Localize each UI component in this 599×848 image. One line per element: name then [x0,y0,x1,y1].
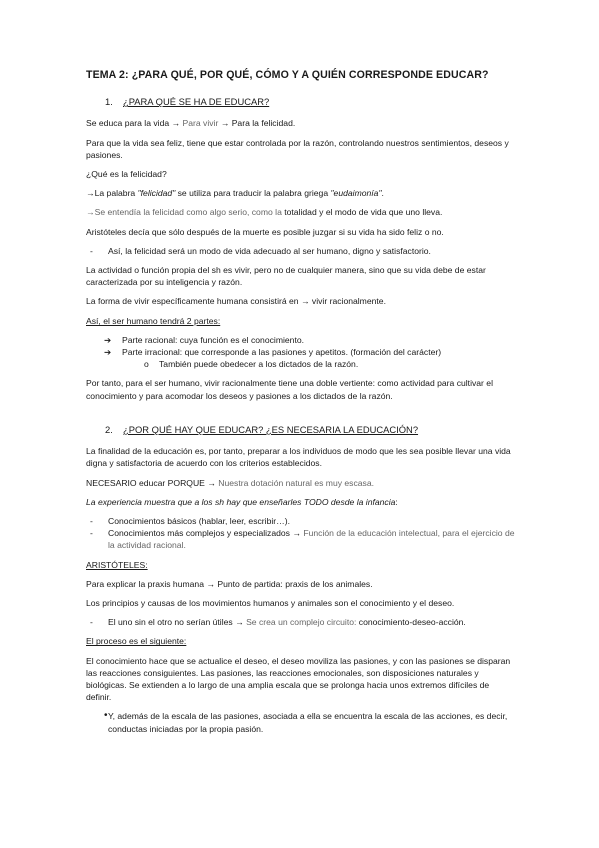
text-run-gray: Nuestra dotación natural es muy escasa. [218,477,375,488]
text-run-italic: La experiencia muestra que a los sh hay que enseñarles TODO desde la infancia [86,496,396,507]
section-2-title: ¿POR QUÉ HAY QUE EDUCAR? ¿ES NECESARIA LA EDUCACIÓN? [123,423,419,435]
section-1-heading [86,95,516,108]
dash-item-complejos [86,527,516,551]
dash-item-modo-vida [86,245,516,257]
paragraph-finalidad: La finalidad de la educación es, por tanto, preparar a los individuos de modo que les sea posible llevar una vida digna y satisfactoria de acuerdo con los criterios establecidos. [86,446,511,469]
arrow-item-parte-irracional [86,346,516,358]
paragraph-conocimiento-deseo: El conocimiento hace que se actualice el deseo, el deseo moviliza las pasiones, y con las pasiones se disparan las reacciones consiguientes. Las pasiones, las reacciones emocionales, son disposiciones naturales y biológicas. Se extienden a lo largo de una amplia escala que se prolonga hacia unos extremos difíciles de definir. [86,655,511,703]
dash-item-circuito [86,616,516,628]
dash-marker: - [90,245,93,256]
text-run: totalidad y el modo de vida que uno lleva. [284,207,443,218]
arrow-item-text: Parte racional: cuya función es el conocimiento. [122,334,305,345]
paragraph-felicidad-seria [86,206,516,218]
dash-marker: - [90,528,93,539]
text-run: : [395,496,398,507]
dash-marker: - [90,617,93,628]
paragraph-necesario [86,477,516,489]
paragraph-vivir-racional: La forma de vivir específicamente humana consistirá en → vivir racionalmente. [86,296,386,307]
paragraph-praxis: Para explicar la praxis humana → Punto de partida: praxis de los animales. [86,578,373,589]
sub-item-obedecer [86,358,516,370]
text-run: se utiliza para traducir la palabra griega [175,188,331,199]
paragraph-experiencia [86,496,516,508]
paragraph-vida-feliz: Para que la vida sea feliz, tiene que estar controlada por la razón, controlando nuestros sentimientos, deseos y pasiones. [86,137,509,160]
text-run-italic: "felicidad" [137,188,176,199]
text-run: → Para la felicidad. [218,118,296,129]
dash-item-basicos [86,515,516,527]
section-2-number: 2. [105,423,113,435]
text-run: Se educa para la vida → [86,118,183,129]
dash-marker: - [90,515,93,526]
document-title: TEMA 2: ¿PARA QUÉ, POR QUÉ, CÓMO Y A QUIÉN CORRESPONDE EDUCAR? [86,69,489,81]
arrow-item-parte-racional [86,334,516,346]
paragraph-doble-vertiente: Por tanto, para el ser humano, vivir racionalmente tiene una doble vertiente: como actividad para cultivar el conocimiento y para acomodar los deseos y pasiones a los dictados de la razón. [86,378,493,401]
bullet-marker: • [104,710,108,722]
paragraph-aristoteles-muerte: Aristóteles decía que sólo después de la muerte es posible juzgar si su vida ha sido feliz o no. [86,226,444,237]
dash-item-text [108,528,515,550]
section-1-number: 1. [105,96,113,108]
text-run: →La palabra [86,188,138,199]
dash-item-text: Conocimientos básicos (hablar, leer, escribir…). [108,515,290,526]
text-run-gray: Se crea un complejo circuito: [246,617,359,628]
paragraph-dos-partes: Así, el ser humano tendrá 2 partes: [86,315,221,326]
text-run: Conocimientos más complejos y especializados → [108,528,304,539]
paragraph-actividad-propia: La actividad o función propia del sh es vivir, pero no de cualquier manera, sino que su vida debe de estar caracterizada por su inteligencia y razón. [86,265,486,288]
dash-item-text [108,617,466,627]
sub-bullet-marker: o [144,359,149,370]
text-run: NECESARIO educar PORQUE → [86,477,219,488]
text-run-italic: "eudaimonía" [330,188,382,199]
bullet-item-escala-acciones [86,710,516,734]
text-run: . [381,188,384,199]
text-run-gray: Función de la educación intelectual, para el ejercicio de la actividad racional. [108,528,515,551]
text-run: El uno sin el otro no serían útiles → [108,617,247,628]
dash-item-text: Así, la felicidad será un modo de vida adecuado al ser humano, digno y satisfactorio. [108,245,431,256]
section-2-heading [86,423,516,436]
arrow-bullet-icon: ➔ [104,334,112,345]
document-content [86,68,516,742]
paragraph-principios: Los principios y causas de los movimientos humanos y animales son el conocimiento y el deseo. [86,598,455,608]
sub-item-text: También puede obedecer a los dictados de la razón. [159,359,359,370]
bullet-item-text: Y, además de la escala de las pasiones, asociada a ella se encuentra la escala de las acciones, es decir, conductas iniciadas por la propia pasión. [108,711,508,734]
arrow-bullet-icon: ➔ [104,347,112,358]
heading-proceso: El proceso es el siguiente: [86,636,187,647]
text-run: conocimiento-deseo-acción. [358,617,466,628]
spacer [86,409,516,423]
arrow-item-text: Parte irracional: que corresponde a las pasiones y apetitos. (formación del carácter) [122,347,442,358]
heading-aristoteles: ARISTÓTELES: [86,559,148,570]
section-1-title: ¿PARA QUÉ SE HA DE EDUCAR? [123,96,270,108]
paragraph-educa-vida [86,117,516,129]
text-run-gray: Para vivir [182,118,219,129]
paragraph-palabra-felicidad [86,187,516,199]
text-run-gray: →Se entendía la felicidad como algo serio, como la [86,207,285,218]
paragraph-que-es-felicidad: ¿Qué es la felicidad? [86,168,167,179]
